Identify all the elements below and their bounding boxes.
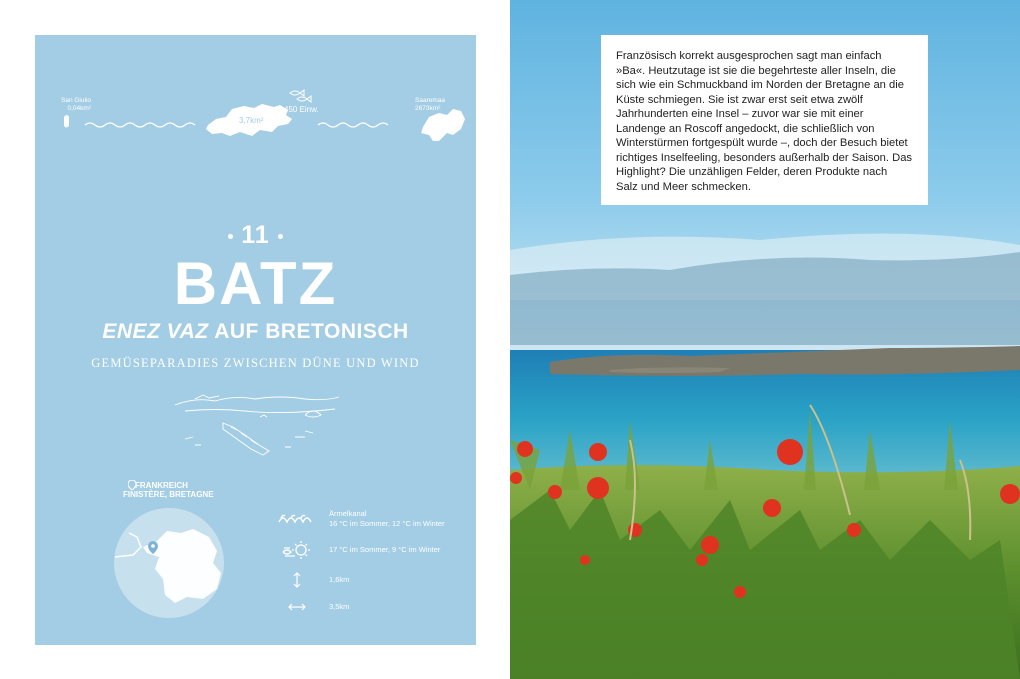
small-island-area: 0,04km² <box>67 104 91 112</box>
island-width: 3,5km <box>329 602 350 611</box>
sea-name: Ärmelkanal <box>329 509 367 518</box>
location-country: FRANKREICH <box>135 481 188 490</box>
wave-line-left <box>85 123 195 127</box>
subtitle-breton-name: ENEZ VAZ <box>102 320 209 343</box>
france-globe-map <box>113 507 225 619</box>
fact-length <box>275 570 349 590</box>
chapter-number-text: 11 <box>241 221 270 249</box>
wave-line-right <box>318 123 388 127</box>
large-island-name: Saaremaa <box>415 97 445 104</box>
subtitle <box>35 320 476 344</box>
tagline: GEMÜSEPARADIES ZWISCHEN DÜNE UND WIND <box>91 356 420 370</box>
horizontal-arrow-icon <box>288 602 306 612</box>
small-island-shape <box>64 115 69 128</box>
large-island-area: 2673km² <box>415 104 441 112</box>
small-island-label <box>45 97 91 112</box>
fact-width <box>275 597 349 617</box>
vertical-arrow-icon <box>292 572 302 588</box>
sun-wind-icon <box>281 540 313 560</box>
fact-sea <box>275 509 445 529</box>
location-region: FINISTÈRE, BRETAGNE <box>123 490 214 499</box>
batz-area: 3,7km² <box>239 116 264 125</box>
right-page <box>510 0 1020 679</box>
fish-icon <box>290 90 311 102</box>
air-temperature: 17 °C im Sommer, 9 °C im Winter <box>329 545 441 554</box>
sea-temperature: 16 °C im Sommer, 12 °C im Winter <box>329 519 445 528</box>
dot-left <box>228 234 233 239</box>
location <box>123 481 243 499</box>
island-info-card <box>35 35 476 645</box>
population: 450 Einw. <box>284 105 319 114</box>
intro-text-box: Französisch korrekt ausgesprochen sagt man einfach »Ba«. Heutzutage ist sie die begehrteste aller Inseln, die sich wie ein Schmuckband im Norden der Bretagne an die Küste schmiegen. Sie ist zwar erst seit etwa zwölf Jahrhunderten eine Insel – zuvor war sie mit einer Landenge an Roscoff angedockt, die schließlich von Winterstürmen fortgespült wurde –, doch der Besuch bietet richtiges Inselfeeling, besonders außerhalb der Saison. Das Highlight? Die unzähligen Felder, deren Produkte nach Salz und Meer schmecken. <box>601 35 928 205</box>
waves-icon <box>277 512 317 526</box>
page-title: BATZ <box>173 250 338 317</box>
coast-sketch-illustration <box>35 387 476 467</box>
small-island-name: San Giulio <box>61 97 91 104</box>
dot-right <box>278 234 283 239</box>
subtitle-rest: AUF BRETONISCH <box>214 320 409 343</box>
island-length: 1,6km <box>329 575 350 584</box>
fact-climate <box>275 540 440 560</box>
chapter-number <box>35 221 476 250</box>
large-island-label <box>415 97 461 112</box>
island-comparison-graphic <box>35 35 476 165</box>
large-island-shape <box>421 109 465 141</box>
